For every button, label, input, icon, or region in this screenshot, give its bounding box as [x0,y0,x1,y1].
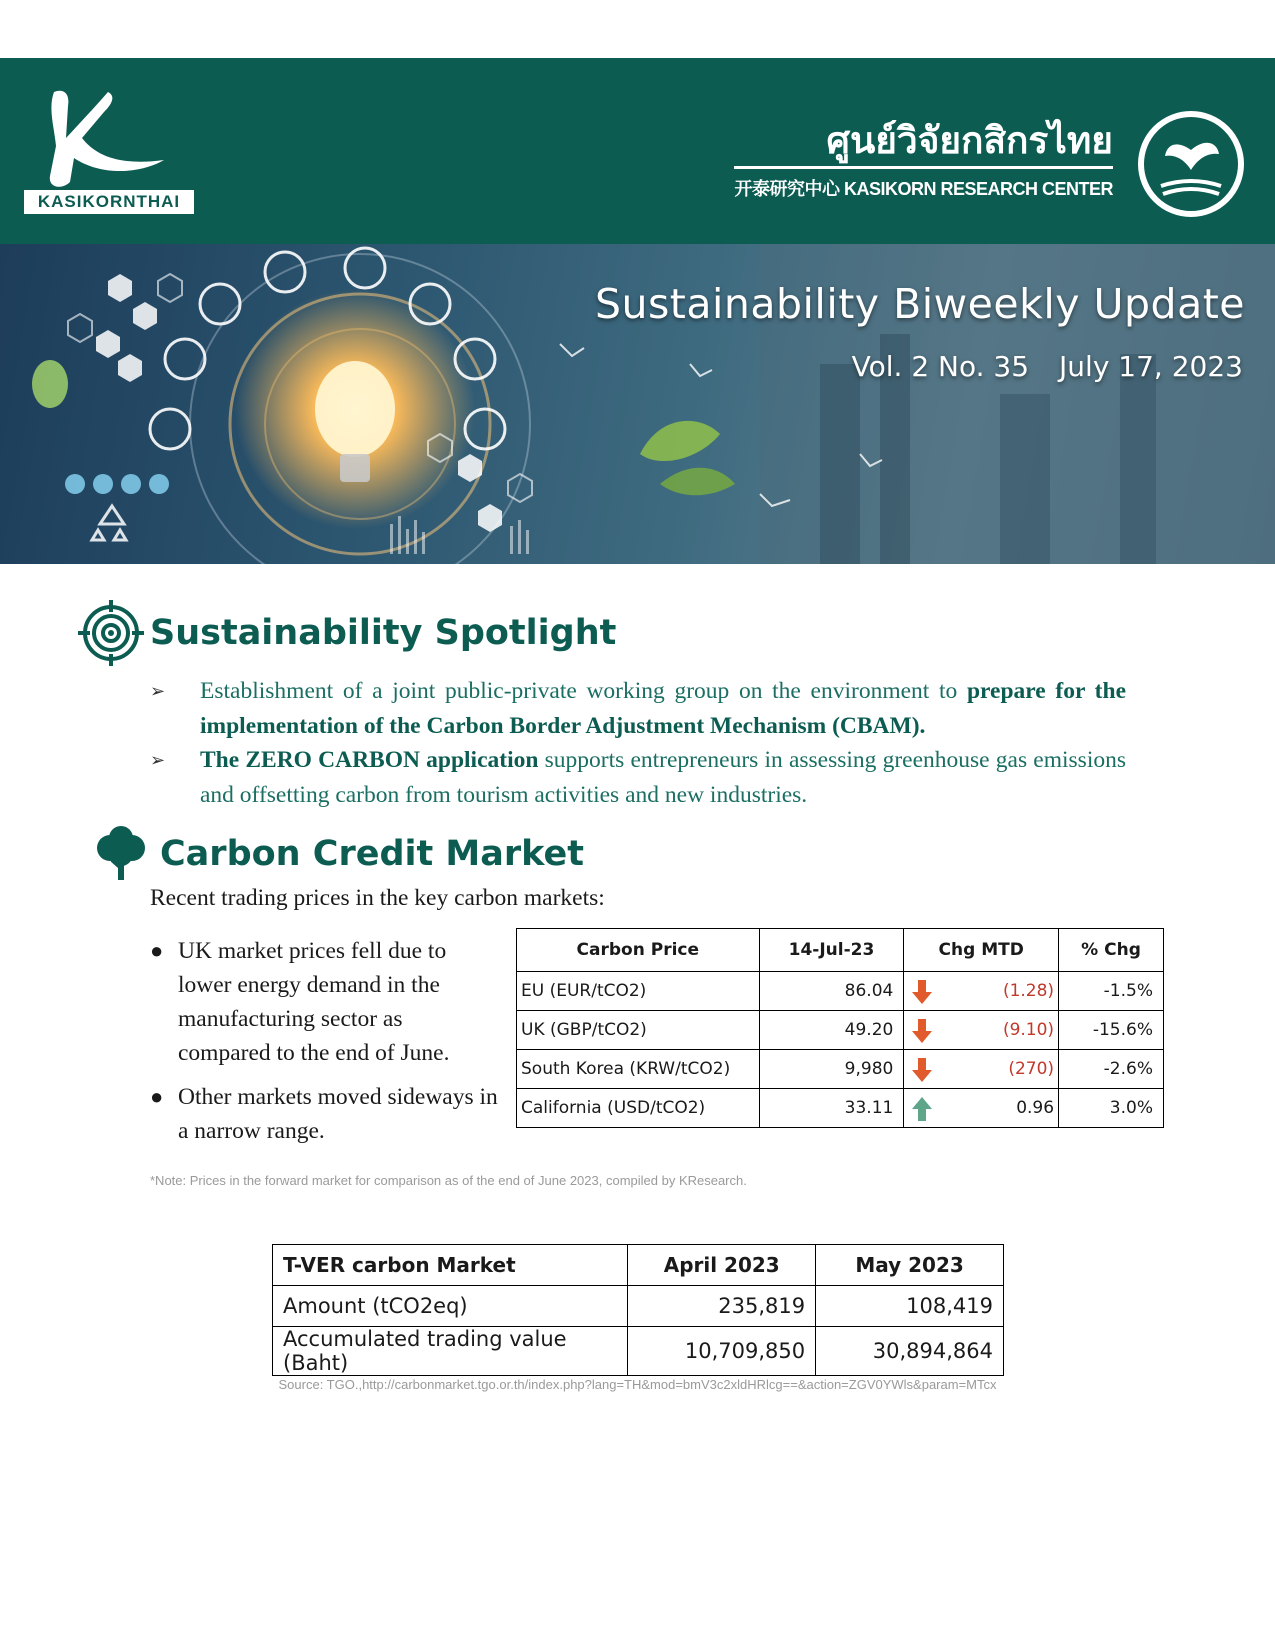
report-title: Sustainability Biweekly Update [594,280,1245,328]
price-note: *Note: Prices in the forward market for comparison as of the end of June 2023, compiled by KResearch. [150,1173,747,1188]
issue-info [852,350,1243,383]
carbon-market-heading [92,826,584,882]
table-row: UK (GBP/tCO2) 49.20 (9.10) -15.6% [517,1011,1164,1050]
issue-date: July 17, 2023 [1059,350,1243,383]
center-thai-name: ศูนย์วิจัยกสิกรไทย [734,118,1113,169]
carbon-intro: Recent trading prices in the key carbon markets: [150,885,605,911]
table-row: California (USD/tCO2) 33.11 0.96 3.0% [517,1089,1164,1128]
header-bar [0,58,1275,244]
col-header-carbon-price: Carbon Price [517,929,760,972]
col-header-pct-chg: % Chg [1059,929,1164,972]
spotlight-item-text: Establishment of a joint public-private working group on the environment to prepare for the implementation of the Carbon Border Adjustment Mechanism (CBAM). [200,678,1127,739]
spotlight-heading [78,600,616,666]
col-header-april: April 2023 [628,1245,816,1286]
spotlight-item-zero-carbon [146,743,1126,812]
carbon-point-other: ● Other markets moved sideways in a narrow range. [150,1080,500,1148]
up-arrow-icon [910,1095,934,1123]
table-header-row [517,929,1164,972]
brand-word: KASIKORNTHAI [24,190,194,214]
table-row: Amount (tCO2eq) 235,819 108,419 [273,1286,1004,1327]
tver-market-table [272,1244,1004,1376]
table-row: South Korea (KRW/tCO2) 9,980 (270) -2.6% [517,1050,1164,1089]
kasikornthai-logo [24,86,194,214]
hero-banner [0,244,1275,564]
volume-number: Vol. 2 No. 35 [851,350,1030,383]
arrow-bullet-icon: ➢ [150,750,166,770]
target-icon [78,600,144,666]
research-center-name [734,118,1113,201]
kasikorn-emblem-icon [1137,110,1245,218]
bullet-dot-icon: ● [150,1084,164,1109]
col-header-tver: T-VER carbon Market [273,1245,628,1286]
carbon-price-table [516,928,1164,1128]
table-row: Accumulated trading value (Baht) 10,709,850 30,894,864 [273,1327,1004,1376]
source-link[interactable]: Source: TGO.,http://carbonmarket.tgo.or.th/index.php?lang=TH&mod=bmV3c2xldHRlcg==&action=ZGV0YWls&param=MTcx [278,1377,997,1392]
down-arrow-icon [910,978,934,1006]
k-letter-icon [24,86,194,196]
table-row: EU (EUR/tCO2) 86.04 (1.28) -1.5% [517,972,1164,1011]
spotlight-item-text: The ZERO CARBON application supports entrepreneurs in assessing greenhouse gas emissions and offsetting carbon from tourism activities and new industries. [200,747,1126,808]
spotlight-item-cbam [146,674,1126,743]
bullet-dot-icon: ● [150,938,164,963]
col-header-may: May 2023 [816,1245,1004,1286]
carbon-points [150,934,500,1158]
spotlight-title: Sustainability Spotlight [150,613,617,653]
tree-icon [92,826,150,882]
down-arrow-icon [910,1017,934,1045]
table-header-row [273,1245,1004,1286]
center-english-name: 开泰研究中心 KASIKORN RESEARCH CENTER [734,179,1113,199]
down-arrow-icon [910,1056,934,1084]
spotlight-list [146,674,1126,812]
arrow-bullet-icon: ➢ [150,681,166,701]
col-header-date: 14-Jul-23 [759,929,904,972]
col-header-chg-mtd: Chg MTD [904,929,1059,972]
carbon-point-uk: ● UK market prices fell due to lower energy demand in the manufacturing sector as compared to the end of June. [150,934,500,1070]
carbon-market-title: Carbon Credit Market [160,834,584,874]
